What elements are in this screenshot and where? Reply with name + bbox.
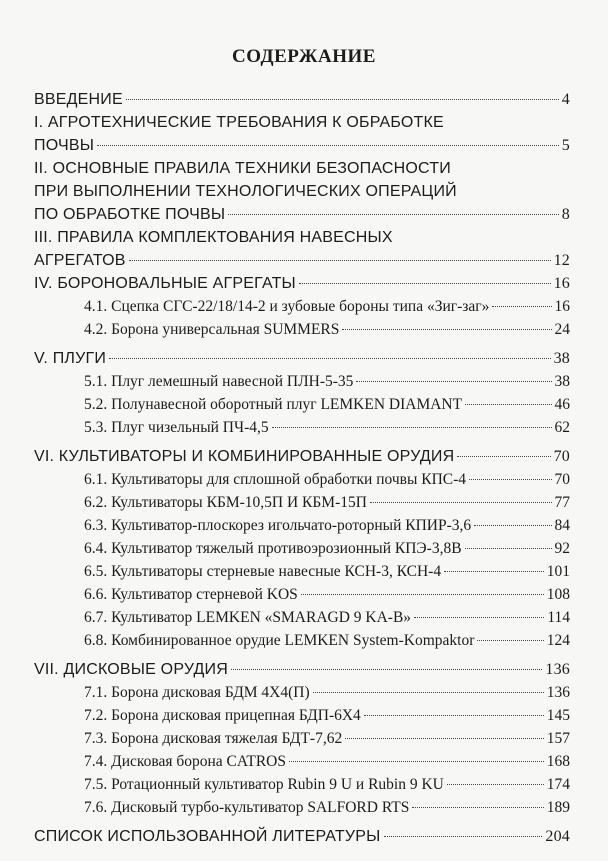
dot-leader — [109, 358, 551, 359]
toc-entry-row — [84, 704, 570, 727]
toc-entry-row — [34, 825, 570, 848]
toc-page-number: 46 — [554, 396, 570, 413]
toc-chapter — [34, 825, 570, 848]
toc-section — [34, 393, 570, 416]
toc-entry-row — [34, 272, 570, 295]
dot-leader — [356, 381, 551, 382]
dot-leader — [414, 617, 544, 618]
toc-page-number: 136 — [545, 661, 570, 678]
toc-section — [34, 491, 570, 514]
toc-section — [34, 370, 570, 393]
dot-leader — [465, 548, 552, 549]
toc-page-number: 84 — [554, 517, 570, 534]
dot-leader — [370, 502, 552, 503]
dot-leader — [457, 456, 550, 457]
toc-entry-row — [84, 468, 570, 491]
toc-section — [34, 606, 570, 629]
toc-page-number: 204 — [545, 828, 570, 845]
toc-section — [34, 295, 570, 318]
toc-entry-row — [84, 629, 570, 652]
dot-leader — [469, 479, 551, 480]
toc-entry-title: 5.2. Полунавесной оборотный плуг LEMKEN DIAMANT — [84, 396, 463, 413]
dot-leader — [465, 404, 551, 405]
toc-entry-title: 7.6. Дисковый турбо-культиватор SALFORD RTS — [84, 799, 410, 816]
toc-section — [34, 416, 570, 439]
toc-chapter — [34, 157, 570, 226]
dot-leader — [384, 836, 543, 837]
toc-entry-title: СПИСОК ИСПОЛЬЗОВАННОЙ ЛИТЕРАТУРЫ — [34, 828, 381, 845]
toc-entry-row — [84, 393, 570, 416]
toc-entry-title-line: ПРИ ВЫПОЛНЕНИИ ТЕХНОЛОГИЧЕСКИХ ОПЕРАЦИЙ — [34, 183, 457, 200]
toc-page-number: 8 — [561, 206, 570, 223]
dot-leader — [228, 214, 559, 215]
toc-entry-title: 6.7. Культиватор LEMKEN «SMARAGD 9 KA-B» — [84, 609, 412, 626]
toc-entry-title: ПО ОБРАБОТКЕ ПОЧВЫ — [34, 206, 226, 223]
dot-leader — [447, 784, 544, 785]
toc-entry-title: VII. ДИСКОВЫЕ ОРУДИЯ — [34, 661, 228, 678]
dot-leader — [342, 329, 551, 330]
toc-entry-row — [34, 347, 570, 370]
toc-entry-title-line: I. АГРОТЕХНИЧЕСКИЕ ТРЕБОВАНИЯ К ОБРАБОТКЕ — [34, 114, 444, 131]
dot-leader — [477, 640, 543, 641]
toc-section — [34, 537, 570, 560]
toc-entry-title: ПОЧВЫ — [34, 137, 95, 154]
toc-page-number: 92 — [554, 540, 570, 557]
toc-entry-title: 7.2. Борона дисковая прицепная БДП-6Х4 — [84, 707, 361, 724]
toc-entry-row — [84, 514, 570, 537]
toc-entry-row — [84, 727, 570, 750]
dot-leader — [289, 761, 544, 762]
toc-chapter — [34, 347, 570, 370]
toc-page-number: 70 — [554, 471, 570, 488]
toc-page-number: 5 — [561, 137, 570, 154]
toc-entry-title: 6.5. Культиваторы стерневые навесные КСН-3, КСН-4 — [84, 563, 442, 580]
toc-entry-row — [84, 681, 570, 704]
toc-entry-title-line: III. ПРАВИЛА КОМПЛЕКТОВАНИЯ НАВЕСНЫХ — [34, 229, 393, 246]
toc-section — [34, 750, 570, 773]
toc-entry-title: 7.1. Борона дисковая БДМ 4Х4(П) — [84, 684, 310, 701]
toc-entry-title: 4.1. Сцепка СГС-22/18/14-2 и зубовые бороны типа «Зиг-заг» — [84, 298, 490, 315]
dot-leader — [492, 306, 551, 307]
toc-page-number: 70 — [553, 448, 570, 465]
toc-page-number: 38 — [553, 350, 570, 367]
toc-entry-title: 6.4. Культиватор тяжелый противоэрозионный КПЭ-3,8В — [84, 540, 462, 557]
dot-leader — [97, 145, 559, 146]
dot-leader — [299, 283, 551, 284]
toc-page-number: 4 — [561, 91, 570, 108]
dot-leader — [129, 260, 551, 261]
toc-entry-title: 6.2. Культиваторы КБМ-10,5П И КБМ-15П — [84, 494, 367, 511]
dot-leader — [444, 571, 544, 572]
toc-page-number: 145 — [546, 707, 570, 724]
toc-page-number: 38 — [554, 373, 570, 390]
toc-entry-row — [84, 295, 570, 318]
toc-page-number: 77 — [554, 494, 570, 511]
table-of-contents — [34, 88, 570, 848]
toc-page-number: 136 — [546, 684, 570, 701]
toc-section — [34, 318, 570, 341]
toc-entry-title-line: II. ОСНОВНЫЕ ПРАВИЛА ТЕХНИКИ БЕЗОПАСНОСТИ — [34, 160, 451, 177]
toc-entry-row — [84, 491, 570, 514]
toc-entry-title: 6.3. Культиватор-плоскорез игольчато-роторный КПИР-3,6 — [84, 517, 472, 534]
toc-page-number: 16 — [554, 298, 570, 315]
toc-entry-title: 6.6. Культиватор стерневой KOS — [84, 586, 298, 603]
toc-section — [34, 560, 570, 583]
toc-entry-title: АГРЕГАТОВ — [34, 252, 126, 269]
toc-entry-row — [34, 658, 570, 681]
toc-chapter — [34, 272, 570, 295]
toc-entry-title: 7.4. Дисковая борона CATROS — [84, 753, 286, 770]
toc-section — [34, 583, 570, 606]
toc-entry-row — [84, 560, 570, 583]
dot-leader — [231, 669, 542, 670]
toc-page-number: 124 — [546, 632, 570, 649]
toc-page-number: 16 — [553, 275, 570, 292]
toc-entry-title: ВВЕДЕНИЕ — [34, 91, 123, 108]
dot-leader — [313, 692, 544, 693]
toc-chapter — [34, 445, 570, 468]
toc-chapter — [34, 88, 570, 111]
toc-entry-title: 4.2. Борона универсальная SUMMERS — [84, 321, 340, 338]
toc-page-number: 168 — [546, 753, 570, 770]
toc-page-number: 157 — [546, 730, 570, 747]
toc-entry-title: VI. КУЛЬТИВАТОРЫ И КОМБИНИРОВАННЫЕ ОРУДИЯ — [34, 448, 455, 465]
toc-page-number: 114 — [547, 609, 570, 626]
toc-entry-title: IV. БОРОНОВАЛЬНЫЕ АГРЕГАТЫ — [34, 275, 296, 292]
toc-entry-row — [84, 537, 570, 560]
dot-leader — [474, 525, 551, 526]
toc-entry-title: 7.3. Борона дисковая тяжелая БДТ-7,62 — [84, 730, 343, 747]
toc-entry-row — [84, 583, 570, 606]
toc-entry-row — [84, 606, 570, 629]
toc-entry-row — [34, 249, 570, 272]
toc-entry-row — [34, 203, 570, 226]
toc-section — [34, 704, 570, 727]
dot-leader — [126, 99, 559, 100]
dot-leader — [412, 807, 543, 808]
toc-page-number: 189 — [546, 799, 570, 816]
dot-leader — [345, 738, 544, 739]
toc-section — [34, 514, 570, 537]
toc-entry-row — [84, 370, 570, 393]
toc-entry-row — [34, 88, 570, 111]
toc-entry-title: 7.5. Ротационный культиватор Rubin 9 U и Rubin 9 KU — [84, 776, 444, 793]
toc-chapter — [34, 226, 570, 272]
toc-entry-row — [84, 318, 570, 341]
toc-page-number: 108 — [546, 586, 570, 603]
toc-chapter — [34, 658, 570, 681]
dot-leader — [364, 715, 544, 716]
toc-section — [34, 796, 570, 819]
toc-page-number: 174 — [546, 776, 570, 793]
toc-section — [34, 773, 570, 796]
toc-entry-title: 5.1. Плуг лемешный навесной ПЛН-5-35 — [84, 373, 354, 390]
toc-entry-title: 5.3. Плуг чизельный ПЧ-4,5 — [84, 419, 269, 436]
toc-entry-title: 6.1. Культиваторы для сплошной обработки почвы КПС-4 — [84, 471, 467, 488]
toc-entry-title: 6.8. Комбинированное орудие LEMKEN System-Kompaktor — [84, 632, 475, 649]
toc-section — [34, 681, 570, 704]
toc-entry-row — [34, 445, 570, 468]
toc-entry-row — [84, 750, 570, 773]
toc-page-number: 24 — [554, 321, 570, 338]
toc-chapter — [34, 111, 570, 157]
toc-page-number: 101 — [546, 563, 570, 580]
toc-entry-row — [84, 796, 570, 819]
dot-leader — [272, 427, 552, 428]
toc-entry-title: V. ПЛУГИ — [34, 350, 107, 367]
toc-entry-row — [34, 134, 570, 157]
toc-entry-row — [84, 416, 570, 439]
dot-leader — [301, 594, 544, 595]
toc-entry-row — [84, 773, 570, 796]
toc-section — [34, 468, 570, 491]
toc-page-number: 62 — [554, 419, 570, 436]
toc-section — [34, 727, 570, 750]
page-title: СОДЕРЖАНИЕ — [232, 46, 376, 67]
toc-section — [34, 629, 570, 652]
toc-page-number: 12 — [553, 252, 570, 269]
